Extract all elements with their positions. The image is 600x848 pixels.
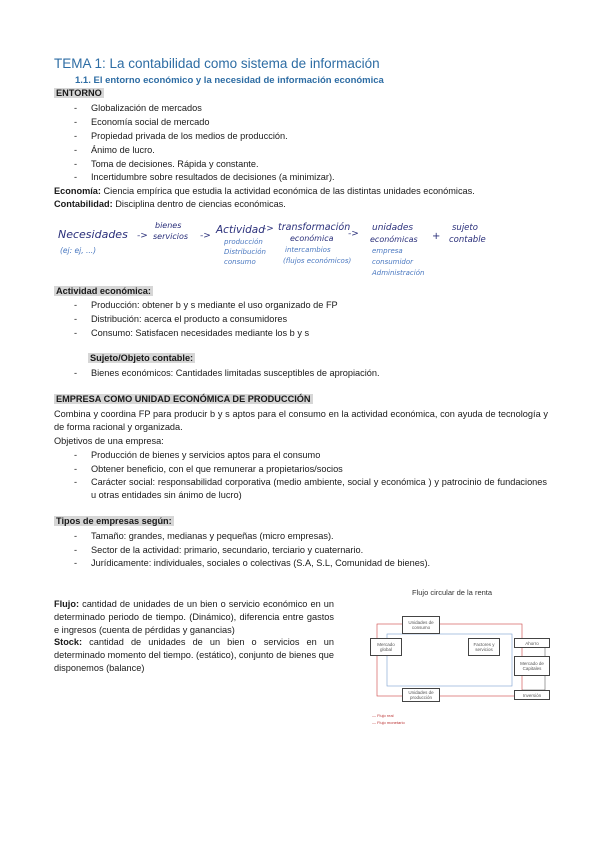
- hw-consumo: consumo: [224, 258, 256, 266]
- stock-text: cantidad de unidades de un bien o servicios en un determinado momento del tiempo. (estático), conjunto de bienes que disponemos (balance): [54, 637, 334, 673]
- list-item: Ánimo de lucro.: [91, 145, 155, 155]
- list-dash: -: [74, 172, 78, 182]
- flujo-text: cantidad de unidades de un bien o servicio económico en un determinado periodo de tiempo. (Dinámico), diferencia entre gastos e ingresos (cuenta de pérdidas y ganancias): [54, 599, 334, 635]
- diagram-box: Unidades de producción: [402, 688, 440, 702]
- hw-servicios: servicios: [153, 232, 189, 241]
- list-dash: -: [74, 300, 78, 310]
- entorno-heading: ENTORNO: [56, 88, 102, 98]
- arrow-icon: ->: [348, 229, 359, 239]
- sujeto-heading: Sujeto/Objeto contable:: [90, 353, 194, 363]
- list-item: Incertidumbre sobre resultados de decisiones (a minimizar).: [91, 172, 335, 182]
- list-item: Jurídicamente: individuales, sociales o colectivas (S.A, S.L, Comunidad de bienes).: [91, 558, 431, 568]
- list-item: Producción de bienes y servicios aptos para el consumo: [91, 450, 321, 460]
- list-item: Bienes económicos: Cantidades limitadas susceptibles de apropiación.: [91, 368, 380, 378]
- flujo-stock-block: [54, 598, 334, 675]
- list-item: Carácter social: responsabilidad corporativa (medio ambiente, social y económica ) y patrocinio de fundaciones u otras entidades sin ánimo de lucro): [91, 477, 547, 500]
- stock-label: Stock:: [54, 637, 83, 648]
- list-dash: -: [74, 531, 78, 541]
- empresa-heading: EMPRESA COMO UNIDAD ECONÓMICA DE PRODUCCIÓN: [56, 394, 311, 404]
- list-item: Globalización de mercados: [91, 103, 202, 113]
- list-item: Tamaño: grandes, medianas y pequeñas (micro empresas).: [91, 531, 334, 541]
- list-item: Propiedad privada de los medios de producción.: [91, 131, 288, 141]
- hw-actividad: Actividad: [216, 224, 265, 236]
- objetivos-label: Objetivos de una empresa:: [54, 436, 164, 446]
- contabilidad-definition: [54, 199, 286, 210]
- diagram-legend: — Flujo monetario: [372, 720, 405, 725]
- hw-economicas: económicas: [370, 235, 418, 244]
- list-item: Producción: obtener b y s mediante el uso organizado de FP: [91, 300, 338, 310]
- list-dash: -: [74, 328, 78, 338]
- diagram-box: Ahorro: [514, 638, 550, 648]
- diagram-box: Mercado de Capitales: [514, 656, 550, 676]
- arrow-icon: ->: [263, 224, 274, 234]
- list-dash: -: [74, 545, 78, 555]
- hw-intercambios: intercambios: [285, 246, 331, 254]
- list-dash: -: [74, 450, 78, 460]
- section-subtitle: 1.1. El entorno económico y la necesidad de información económica: [75, 75, 384, 86]
- list-item: Economía social de mercado: [91, 117, 210, 127]
- hw-consumidor: consumidor: [372, 258, 414, 266]
- list-item: Toma de decisiones. Rápida y constante.: [91, 159, 259, 169]
- list-item: Consumo: Satisfacen necesidades mediante los b y s: [91, 328, 310, 338]
- list-item: Distribución: acerca el producto a consumidores: [91, 314, 288, 324]
- actividad-heading: Actividad económica:: [56, 286, 151, 296]
- tipos-heading: Tipos de empresas según:: [56, 516, 172, 526]
- hw-unidades: unidades: [372, 223, 414, 233]
- diagram-box: Inversión: [514, 690, 550, 700]
- hw-bienes: bienes: [155, 221, 182, 230]
- hw-administracion: Administración: [372, 269, 425, 277]
- list-item: Sector de la actividad: primario, secundario, terciario y cuaternario.: [91, 545, 364, 555]
- hw-distribucion: Distribución: [224, 248, 266, 256]
- hw-produccion: producción: [224, 238, 263, 246]
- flujo-label: Flujo:: [54, 599, 80, 609]
- hw-sujeto: sujeto: [452, 223, 478, 233]
- contabilidad-label: Contabilidad:: [54, 199, 113, 209]
- diagram-box: Unidades de consumo: [402, 616, 440, 634]
- list-dash: -: [74, 464, 78, 474]
- economia-text: Ciencia empírica que estudia la actividad económica de las distintas unidades económicas.: [103, 186, 475, 196]
- contabilidad-text: Disciplina dentro de ciencias económicas.: [115, 199, 286, 209]
- arrow-icon: ->: [137, 231, 148, 241]
- list-dash: -: [74, 477, 78, 487]
- list-dash: -: [74, 103, 78, 113]
- economia-label: Economía:: [54, 186, 101, 196]
- hw-flujos: (flujos económicos): [283, 257, 352, 265]
- empresa-paragraph: Combina y coordina FP para producir b y s aptos para el consumo en la actividad económica, con ayuda de tecnología y de forma racional y organizada.: [54, 409, 548, 432]
- diagram-title: Flujo circular de la renta: [412, 588, 493, 597]
- list-dash: -: [74, 314, 78, 324]
- hw-contable: contable: [449, 235, 486, 245]
- list-dash: -: [74, 145, 78, 155]
- list-dash: -: [74, 368, 78, 378]
- list-dash: -: [74, 159, 78, 169]
- hw-necesidades-sub: (ej: ej, ...): [60, 246, 97, 255]
- list-dash: -: [74, 117, 78, 127]
- page-title: TEMA 1: La contabilidad como sistema de información: [54, 56, 380, 71]
- diagram-legend: — Flujo real: [372, 713, 394, 718]
- diagram-box: Factores y servicios: [468, 638, 500, 656]
- economia-definition: [54, 186, 475, 197]
- list-item: Obtener beneficio, con el que remunerar a propietarios/socios: [91, 464, 343, 474]
- hw-empresa: empresa: [372, 247, 403, 255]
- diagram-box: Mercado global: [370, 638, 402, 656]
- hw-transformacion: transformación: [278, 222, 351, 233]
- list-dash: -: [74, 131, 78, 141]
- arrow-icon: ->: [200, 231, 211, 241]
- list-dash: -: [74, 558, 78, 568]
- plus-icon: +: [432, 231, 441, 242]
- hw-necesidades: Necesidades: [58, 228, 128, 241]
- hw-economica: económica: [290, 234, 334, 243]
